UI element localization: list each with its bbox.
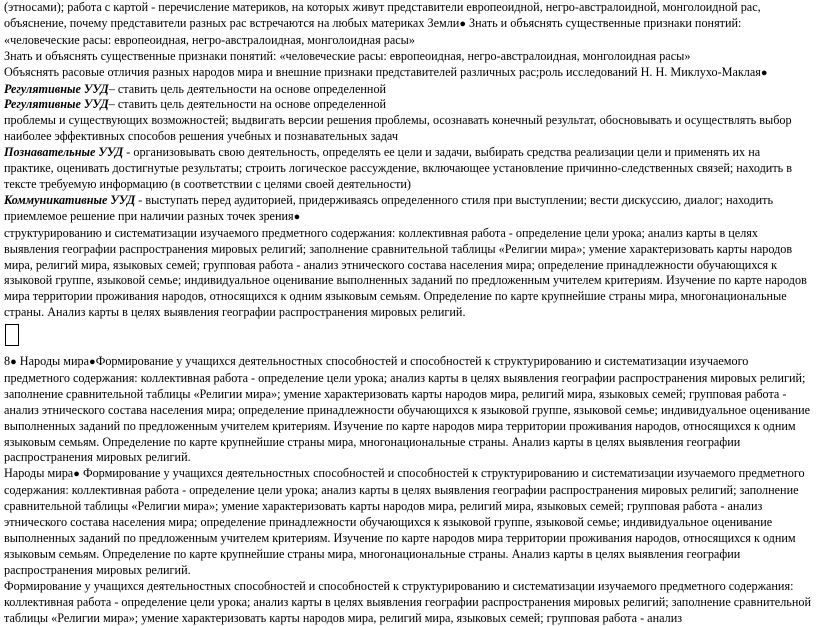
regulative-uud-label: Регулятивные УУД — [4, 81, 109, 96]
bullet-icon: ● — [459, 17, 466, 30]
bullet-icon: ● — [293, 210, 301, 223]
lesson-title: Народы мира — [4, 466, 74, 481]
paragraph-structuring: структурированию и систематизации изучаемого предметного содержания: коллективная работа - определение цели урока; анализ карты в целях выявления географии распространения мировых религий; заполнение сравнительной таблицы «Религии мира»; умение характеризовать карты народов мира, религий мира, языковых семей; групповая работа - анализ этнического состава населения мира; определение принадлежности обучающихся к языковой группе, языковой семье; индивидуальное оценивание выполненных заданий по предложенным учителем критериям. Изучение по карте народов мира территории проживания народов, относящихся к одним языковым семьям. Определение по карте крупнейшие страны мира, многонациональные страны. Анализ карты в целях выявления географии распространения мировых религий. — [4, 225, 807, 320]
communicative-uud-label: Коммуникативные УУД — [4, 192, 136, 207]
lesson-number: 8 — [4, 354, 11, 369]
paragraph-regulative: Регулятивные УУД– ставить цель деятельности на основе определенной — [4, 97, 387, 112]
paragraph-races-concepts: Знать и объяснять существенные признаки понятий: «человеческие расы: европеоидная, негро-австралоидная, монголоидная расы» — [4, 48, 691, 63]
bullet-icon: ● — [89, 356, 96, 369]
paragraph-lesson-8: 8● Народы мира●Формирование у учащихся деятельностных способностей и способностей к структурированию и систематизации изучаемого предметного содержания: коллективная работа - определение цели урока; анализ карты в целях выявления географии распространения мировых религий; заполнение сравнительной таблицы «Религии мира»; умение характеризовать карты народов мира, религий мира, языковых семей; групповая работа - анализ этнического состава населения мира; определение принадлежности обучающихся к языковой группе, языковой семье; индивидуальное оценивание выполненных заданий по предложенным учителем критериям. Изучение по карте народов мира территории проживания народов, относящихся к одним языковым семьям. Определение по карте крупнейшие страны мира, многонациональные страны. Анализ карты в целях выявления географии распространения мировых религий. — [4, 354, 811, 465]
paragraph-cognitive: Познавательные УУД - организовывать свою деятельность, определять ее цели и задачи, выбирать средства реализации цели и применять их на практике, оценивать достигнутые результаты; строить логическое рассуждение, включающее установление причинно-следственных связей; находить в тексте требуемую информацию (в соответствии с целями своей деятельности) — [4, 145, 792, 191]
bullet-icon: ● — [760, 66, 768, 79]
lesson-title: Народы мира — [16, 354, 90, 369]
paragraph-communicative: Коммуникативные УУД - выступать перед аудиторией, придерживаясь определенного стиля при выступлении; вести дискуссию, диалог; находить приемлемое решение при наличии разных точек зрения● — [4, 192, 774, 223]
cognitive-uud-label: Познавательные УУД — [4, 145, 124, 160]
paragraph-races-differences: Объяснять расовые отличия разных народов мира и внешние признаки представителей различных рас;роль исследований Н. Н. Миклухо-Маклая● Регулятивные УУД– ставить цель деятельности на основе определенной — [4, 64, 768, 96]
empty-table-cell — [5, 324, 19, 346]
paragraph-problems: проблемы и существующих возможностей; выдвигать версии решения проблемы, осознавать конечный результат, обосновывать и осуществлять выбор наиболее эффективных способов решения учебных и познавательных задач — [4, 113, 792, 144]
paragraph-races-map: (этносами); работа с картой - перечисление материков, на которых живут представители европеоидной, негро-австралоидной, монголоидной рас, объяснение, почему представители разных рас встречаются на любых материках Земли● Знать и объяснять существенные признаки понятий: «человеческие расы: европеоидная, негро-австралоидная, монголоидная расы» — [4, 0, 761, 47]
bullet-icon: ● — [73, 468, 80, 481]
paragraph-peoples: Народы мира● Формирование у учащихся деятельностных способностей и способностей к структурированию и систематизации изучаемого предметного содержания: коллективная работа - определение цели урока; анализ карты в целях выявления географии распространения мировых религий; заполнение сравнительной таблицы «Религии мира»; умение характеризовать карты народов мира, религий мира, языковых семей; групповая работа - анализ этнического состава населения мира; определение принадлежности обучающихся к языковой группе, языковой семье; индивидуальное оценивание выполненных заданий по предложенным учителем критериям. Изучение по карте народов мира территории проживания народов, относящихся к одним языковым семьям. Определение по карте крупнейшие страны мира, многонациональные страны. Анализ карты в целях выявления географии распространения мировых религий. — [4, 466, 805, 577]
regulative-uud-label: Регулятивные УУД — [4, 97, 109, 112]
paragraph-formation: Формирование у учащихся деятельностных способностей и способностей к структурированию и систематизации изучаемого предметного содержания: коллективная работа - определение цели урока; анализ карты в целях выявления географии распространения мировых религий; заполнение сравнительной таблицы «Религии мира»; умение характеризовать карты народов мира, религий мира, языковых семей; групповая работа - анализ — [4, 578, 811, 625]
bullet-icon: ● — [10, 356, 17, 369]
